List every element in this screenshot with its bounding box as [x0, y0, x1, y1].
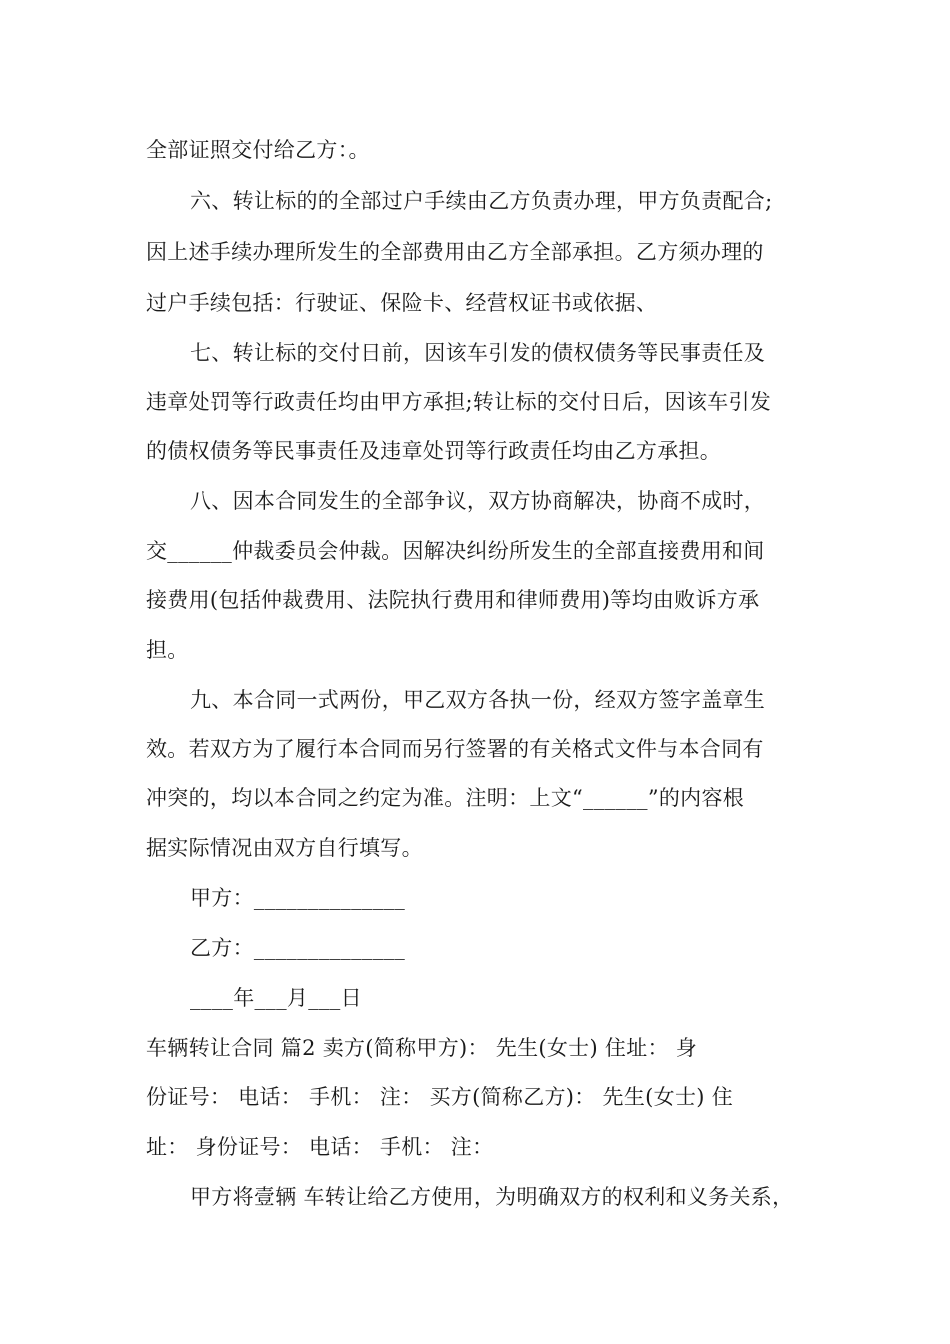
text-line: 的债权债务等民事责任及违章处罚等行政责任均由乙方承担。 [146, 439, 722, 463]
text-line: 交______仲裁委员会仲裁。因解决纠纷所发生的全部直接费用和间 [146, 539, 765, 563]
party-b-signature-line: 乙方：______________ [190, 936, 406, 960]
text-line: 过户手续包括：行驶证、保险卡、经营权证书或依据、 [146, 291, 658, 315]
text-line: 址： 身份证号： 电话： 手机： 注： [146, 1135, 494, 1159]
text-line: 七、转让标的交付日前，因该车引发的债权债务等民事责任及 [190, 341, 766, 365]
text-line: 接费用(包括仲裁费用、法院执行费用和律师费用)等均由败诉方承 [146, 588, 760, 612]
text-line: 效。若双方为了履行本合同而另行签署的有关格式文件与本合同有 [146, 737, 764, 761]
text-line: 担。 [146, 638, 189, 662]
text-line: 份证号： 电话： 手机： 注： 买方(简称乙方)： 先生(女士) 住 [146, 1085, 734, 1109]
text-line: 全部证照交付给乙方：。 [146, 138, 370, 162]
text-line: 据实际情况由双方自行填写。 [146, 836, 423, 860]
text-line: 六、转让标的的全部过户手续由乙方负责办理，甲方负责配合; [190, 189, 773, 213]
text-line: 甲方将壹辆 车转让给乙方使用，为明确双方的权利和义务关系， [190, 1185, 794, 1209]
text-line: 因上述手续办理所发生的全部费用由乙方全部承担。乙方须办理的 [146, 240, 764, 264]
text-line: 八、因本合同发生的全部争议，双方协商解决，协商不成时， [190, 489, 766, 513]
text-line: 违章处罚等行政责任均由甲方承担;转让标的交付日后，因该车引发 [146, 390, 772, 414]
party-a-signature-line: 甲方：______________ [190, 886, 406, 910]
text-line: 冲突的，均以本合同之约定为准。注明：上文“______”的内容根 [146, 786, 745, 810]
text-line: 九、本合同一式两份，甲乙双方各执一份，经双方签字盖章生 [190, 688, 766, 712]
section-heading-line: 车辆转让合同 篇2 卖方(简称甲方)： 先生(女士) 住址： 身 [146, 1036, 698, 1060]
date-line: ____年___月___日 [190, 986, 362, 1010]
